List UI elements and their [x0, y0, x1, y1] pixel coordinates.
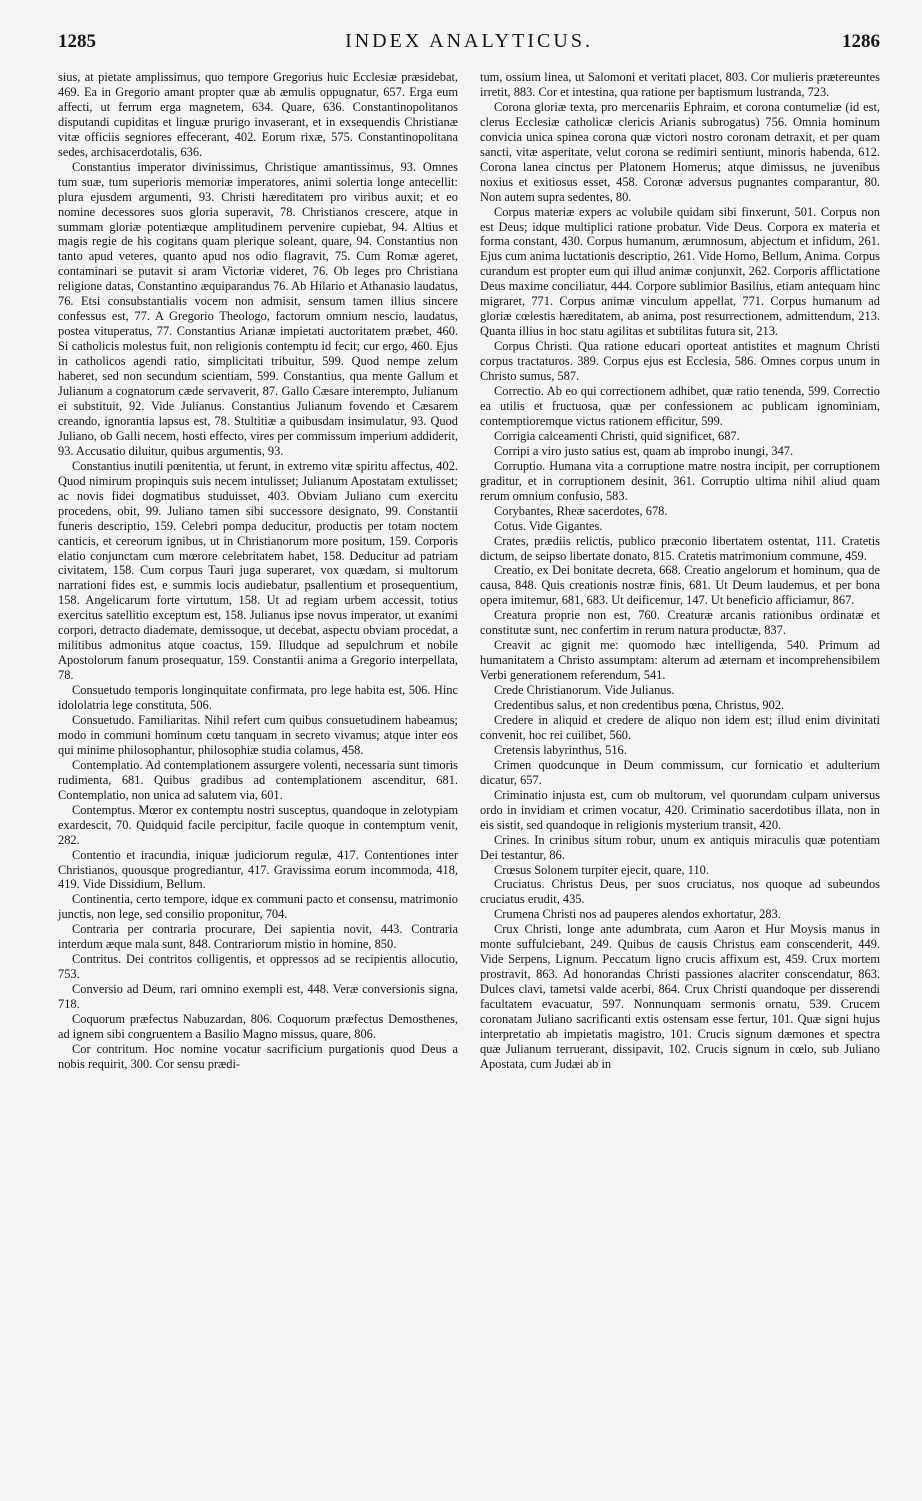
index-entry: sius, at pietate amplissimus, quo tempore Gregorius huic Ecclesiæ præsidebat, 469. Ea in Gregorio amant propter quæ ab æmulis oppugnatur, 657. Erga eum affecti, ut ferrum erga magnetem, 634. Quare, 636. Constantinopolitanos disputandi cupiditas et linguæ prurigo invaserant, et in exsequendis Christianæ vitæ officiis segniores effecerant, 402. Eorum rixæ, 575. Constantinopolitana sedes, archisacerdotalis, 636.	[58, 70, 458, 159]
index-entry: Credentibus salus, et non credentibus pœna, Christus, 902.	[494, 698, 785, 713]
index-entry: Corripi a viro justo satius est, quam ab improbo inungi, 347.	[494, 443, 794, 458]
index-entry: Constantius inutili pœnitentia, ut ferunt, in extremo vitæ spiritu affectus, 402. Quod nimirum propinquis suis necem intulisset; Julianum Apostatam extulisset; ac novis fidei dogmatibus studuisset, 403. Obviam Juliano cum exercitu procedens, obit, 99. Juliano tamen sibi successore designato, 99. Constantii funeris descriptio, 159. Celebri pompa deducitur, productis per totam noctem canticis, et cereorum ignibus, ut in Christianorum more positum, 159. Corporis elatio conjunctam cum mœrore celebritatem habet, 158. Deducitur ad patriam civitatem, 158. Cum corpus Tauri juga superaret, vox quædam, si multorum narrationi fides est, e summis locis audiebatur, psallentium et prosequentium, 158. Angelicarum forte virtutum, 158. Ut ad regiam urbem accessit, totius exercitus satellitio exceptum est, 158. Julianus ipse novus imperator, ut exanimi corpori, detracto diademate, demissoque, ut decebat, aspectu obviam procedat, a militibus admonitus atque coactus, 159. Illudque ad sepulchrum et nobile Apostolorum fanum prosequatur, 159. Constantii anima a Gregorio interpellata, 78.	[58, 458, 458, 683]
index-entry: Cotus. Vide Gigantes.	[494, 518, 603, 533]
index-entry: Correctio. Ab eo qui correctionem adhibet, quæ ratio tenenda, 599. Correctio ea utilis et fructuosa, quæ per confessionem ac publicam ignominiam, contemptioremque victus rationem efficitur, 599.	[480, 384, 880, 428]
index-entry: Contemptus. Mœror ex contemptu nostri susceptus, quandoque in zelotypiam exardescit, 70. Quidquid facile percipitur, facile quoque in contemptum venit, 282.	[58, 802, 458, 847]
index-entry: tum, ossium linea, ut Salomoni et veritati placet, 803. Cor mulieris prætereuntes irretit, 883. Cor et intestina, qua ratione per baptismum lustranda, 723.	[480, 70, 880, 99]
index-entry: Coquorum præfectus Nabuzardan, 806. Coquorum præfectus Demosthenes, ad ignem sibi congruentem a Basilio Magno missus, quare, 806.	[58, 1012, 458, 1041]
left-column	[58, 70, 458, 1072]
index-entry: Creavit ac gignit me: quomodo hæc intelligenda, 540. Primum ad humanitatem a Christo assumptam: alterum ad æternam et incomprehensibilem Verbi generationem referendum, 541.	[480, 638, 880, 683]
index-entry: Continentia, certo tempore, idque ex communi pacto et consensu, matrimonio junctis, non lege, sed consilio proponitur, 704.	[58, 892, 458, 922]
index-entry: Corybantes, Rheæ sacerdotes, 678.	[494, 503, 668, 518]
index-entry: Crates, prædiis relictis, publico præconio libertatem ostentat, 111. Cratetis dictum, de seipso libertate donato, 815. Cratetis matrimonium commune, 459.	[480, 533, 880, 563]
page-number-left: 1285	[58, 31, 96, 52]
index-entry: Credere in aliquid et credere de aliquo non idem est; illud enim divinitati convenit, hoc rei cuilibet, 560.	[480, 712, 880, 742]
running-head	[58, 30, 880, 64]
index-entry: Cruciatus. Christus Deus, per suos cruciatus, nos quoque ad subeundos cruciatus erudit, 435.	[480, 877, 880, 907]
index-entry: Crimen quodcunque in Deum commissum, cur fornicatio et adulterium dicatur, 657.	[480, 757, 880, 787]
index-entry: Contentio et iracundia, iniquæ judiciorum regulæ, 417. Contentiones inter Christianos, quousque progrediantur, 417. Gravissima eorum incommoda, 418, 419. Vide Dissidium, Bellum.	[58, 847, 458, 892]
index-entry: Contraria per contraria procurare, Dei sapientia novit, 443. Contraria interdum æque mala sunt, 848. Contrariorum mistio in homine, 850.	[58, 922, 458, 952]
index-entry: Crines. In crinibus situm robur, unum ex antiquis miraculis quæ potentiam Dei testantur, 86.	[480, 832, 880, 862]
index-entry: Crux Christi, longe ante adumbrata, cum Aaron et Hur Moysis manus in monte suffulciebant, 249. Quibus de causis Christus eam conscenderit, 449. Vide Serpens, Lignum. Peccatum ligno crucis affixum est, 459. Crux mortem prostravit, 863. Ad honorandas Christi passiones alacriter conscendatur, 863. Dulces clavi, tametsi valde acerbi, 864. Crux Christi quandoque per disserendi facultatem evacuatur, 597. Nonnunquam sermonis ornatu, 539. Crucem coronatam Juliano sacrificanti extis ostensam esse fertur, 101. Quæ signi hujus interpretatio ab impietatis magistro, 101. Crucis signum dæmones et spectra quæ Julianum terruerant, dissipavit, 102. Crucis signum in cœlo, sub Juliano Apostata, cum Judæi ab in	[480, 922, 880, 1071]
index-entry: Crœsus Solonem turpiter ejecit, quare, 110.	[494, 862, 709, 877]
index-entry: Constantius imperator divinissimus, Christique amantissimus, 93. Omnes tum suæ, tum superioris memoriæ imperatores, animi solertia longe antecellit: plura ejusdem argumenti, 93. Christi hæreditatem pro viribus auxit; et eo nomine decessores suos gloria superavit, 78. Christianos crescere, atque in summam gloriæ potentiæque amplitudinem pervenire cupiebat, 94. Altius et magis regie de his cogitans quam plerique soleant, quare, 94. Constantius non tanto apud veteres, quanto apud nos odio flagravit, 75. Cum Romæ ageret, contaminari se putavit si aram Victoriæ videret, 76. Ob leges pro Christiana religione datas, Constantino æquiparandus 76. Ab Hilario et Athanasio laudatus, 76. Etsi consubstantialis vocem non admisit, sensum tamen illius sincere confessus est, 77. A Gregorio Theologo, factorum omnium nescio, laudatus, postea vituperatus, 77. Constantius Arianæ impietati auctoritatem præbet, 460. Si catholicis molestus fuit, non religionis contemptu id fecit; cur ergo, 460. Ejus in catholicos agendi ratio, simplicitati tribuitur, 599. Quod nempe zelum haberet, sed non secundum scientiam, 599. Constantius, qua mente Gallum et Julianum a cognatorum cæde servaverit, 87. Gallo Cæsare interempto, Julianum ei substituit, 92. Vide Julianus. Constantius Julianum fovendo et Cæsarem creando, ignorantia lapsus est, 78. Stultitiæ a quibusdam insimulatur, 93. Quod Juliano, ob Galli necem, hosti effecto, vires per commissum imperium addiderit, 93. Accusatio diluitur, quibus argumentis, 93.	[58, 159, 458, 458]
index-entry: Corrigia calceamenti Christi, quid significet, 687.	[494, 428, 740, 443]
index-entry: Cor contritum. Hoc nomine vocatur sacrificium purgationis quod Deus a nobis requirit, 300. Cor sensu prædi-	[58, 1041, 458, 1071]
index-entry: Crede Christianorum. Vide Julianus.	[494, 683, 675, 698]
index-entry: Corpus Christi. Qua ratione educari oporteat antistites et magnum Christi corpus tractaturos. 389. Corpus ejus est Ecclesia, 586. Omnes corpus unum in Christo sumus, 587.	[480, 339, 880, 384]
index-entry: Creatio, ex Dei bonitate decreta, 668. Creatio angelorum et hominum, qua de causa, 848. Quis creationis nostræ finis, 681. Ut Deum laudemus, et per bona opera imitemur, 681, 683. Ut deificemur, 147. Ut beneficio afficiamur, 867.	[480, 563, 880, 608]
index-entry: Cretensis labyrinthus, 516.	[494, 742, 627, 757]
index-entry: Conversio ad Deum, rari omnino exempli est, 448. Veræ conversionis signa, 718.	[58, 982, 458, 1012]
index-entry: Corruptio. Humana vita a corruptione matre nostra incipit, per corruptionem graditur, et in corruptionem desinit, 361. Corruptio ultima nihil aliud quam rerum omnium confusio, 583.	[480, 458, 880, 503]
index-entry: Corpus materiæ expers ac volubile quidam sibi finxerunt, 501. Corpus non est Deus; idque multiplici ratione probatur. Vide Deus. Corpora ex materia et forma constant, 430. Corpus humanum, ærumnosum, abjectum et infidum, 261. Ejus cum anima luctationis descriptio, 261. Vide Homo, Bellum, Anima. Corpus curandum est propter eum qui illud animæ conjunxit, 262. Corporis afflictatione Deus maxime conciliatur, 444. Corpore sublimior Basilius, etiam antequam hinc migraret, 771. Corpus animæ vinculum appellat, 771. Corpus humanum ad gloriæ cœlestis hæreditatem, ab anima, post resurrectionem, admittendum, 213. Quanta illius in hoc statu agilitas et subtilitas futura sit, 213.	[480, 204, 880, 339]
index-entry: Criminatio injusta est, cum ob multorum, vel quorundam culpam universus ordo in invidiam et crimen vocatur, 420. Criminatio sacerdotibus illata, non in eis sistit, sed quandoque in religionis mysterium transit, 420.	[480, 787, 880, 832]
index-entry: Contritus. Dei contritos colligentis, et oppressos ad se recipientis allocutio, 753.	[58, 952, 458, 982]
index-entry: Consuetudo temporis longinquitate confirmata, pro lege habita est, 506. Hinc idololatria lege constituta, 506.	[58, 683, 458, 713]
index-entry: Contemplatio. Ad contemplationem assurgere volenti, necessaria sunt timoris rudimenta, 681. Quibus gradibus ad contemplationem ascenditur, 681. Contemplatio, non unica ad salutem via, 601.	[58, 757, 458, 802]
page-number-right: 1286	[842, 31, 880, 52]
right-column	[480, 70, 880, 1072]
page-title: INDEX ANALYTICUS.	[345, 30, 593, 52]
index-entry: Corona gloriæ texta, pro mercenariis Ephraim, et corona contumeliæ (id est, clerus Ecclesiæ catholicæ clericis Arianis subrogatus) 756. Omnia hominum convicia unica spinea corona quæ victori nostro coronam detraxit, et per quam sancti, vitæ asperitate, velut corona se redimiri sentiunt, minoris habenda, 612. Corona lanea cinctus per Platonem Homerus; atque dimissus, ne juvenibus noxius et exitiosus esset, 458. Coronæ adversus pugnantes comparantur, 80. Non autem supra sedentes, 80.	[480, 99, 880, 204]
index-entry: Creatura proprie non est, 760. Creaturæ arcanis rationibus ordinatæ et constitutæ sunt, nec confertim in rerum natura productæ, 837.	[480, 608, 880, 638]
index-entry: Consuetudo. Familiaritas. Nihil refert cum quibus consuetudinem habeamus; modo in communi hominum cœtu tanquam in secreto vivamus; atque inter eos qui minime philosophantur, philosophiæ studia colamus, 458.	[58, 712, 458, 757]
columns	[58, 70, 880, 1072]
index-entry: Crumena Christi nos ad pauperes alendos exhortatur, 283.	[494, 907, 781, 922]
